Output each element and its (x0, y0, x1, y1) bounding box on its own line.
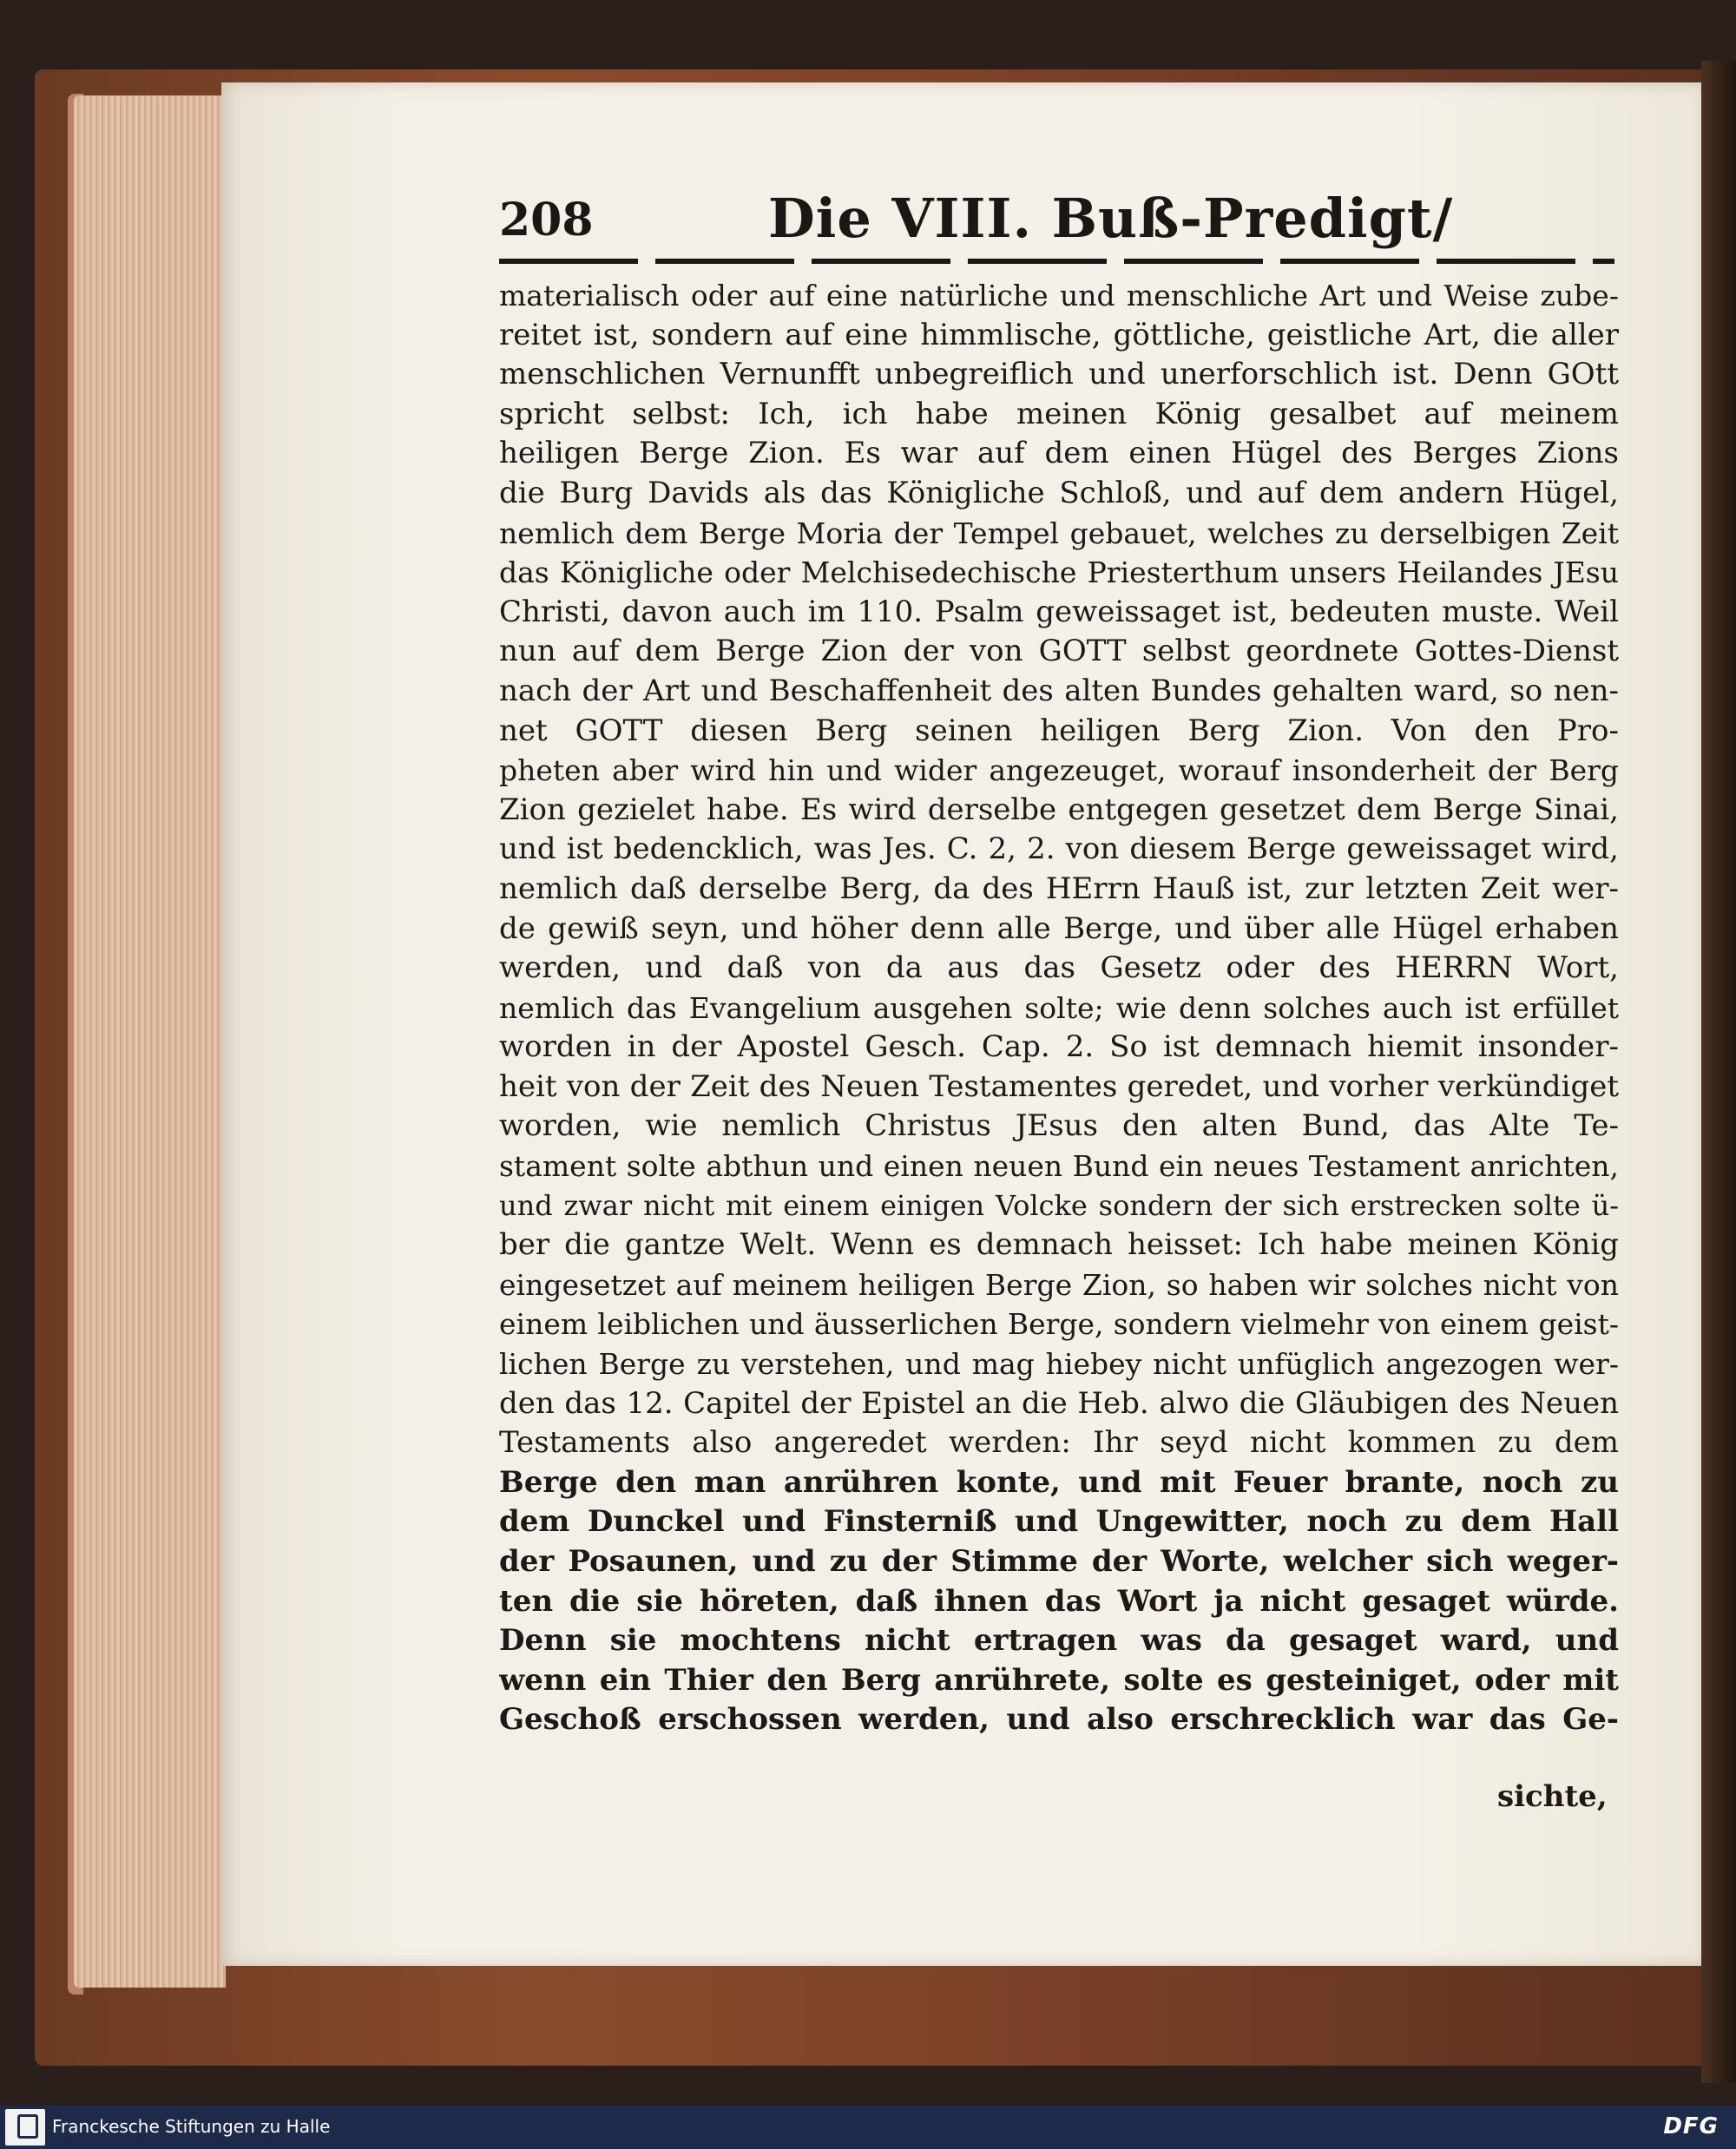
text-line: Christi, davon auch im 110. Psalm geweissaget ist, bedeuten muste. Weil (499, 594, 1619, 629)
text-line: pheten aber wird hin und wider angezeuget, worauf insonderheit der Berg (499, 753, 1619, 788)
header-rule (499, 259, 1614, 264)
facing-page-edge (1701, 61, 1736, 2083)
text-line: Geschoß erschossen werden, und also erschrecklich war das Ge- (499, 1702, 1619, 1738)
text-line: lichen Berge zu verstehen, und mag hiebey nicht unfüglich angezogen wer- (499, 1347, 1619, 1382)
text-line: werden, und daß von da aus das Gesetz oder des HERRN Wort, (499, 950, 1619, 986)
running-head: Die VIII. Buß-Predigt/ (768, 187, 1454, 250)
text-line: nun auf dem Berge Zion der von GOTT selbst geordnete Gottes-Dienst (499, 634, 1619, 669)
text-line: Zion gezielet habe. Es wird derselbe entgegen gesetzet dem Berge Sinai, (499, 792, 1619, 827)
text-line: de gewiß seyn, und höher denn alle Berge, und über alle Hügel erhaben (499, 910, 1619, 946)
text-line: dem Dunckel und Finsterniß und Ungewitter, noch zu dem Hall (499, 1504, 1619, 1540)
text-line: nemlich dem Berge Moria der Tempel gebauet, welches zu derselbigen Zeit (499, 516, 1619, 550)
text-line: worden in der Apostel Gesch. Cap. 2. So ist demnach hiemit insonder- (499, 1029, 1619, 1065)
text-line: stament solte abthun und einen neuen Bund ein neues Testament anrichten, (499, 1149, 1619, 1184)
text-line: worden, wie nemlich Christus JEsus den alten Bund, das Alte Te- (499, 1108, 1619, 1144)
text-line: die Burg Davids als das Königliche Schloß, und auf dem andern Hügel, (499, 475, 1619, 510)
text-line: nemlich das Evangelium ausgehen solte; wie denn solches auch ist erfüllet (499, 990, 1619, 1025)
text-line: das Königliche oder Melchisedechische Priesterthum unsers Heilandes JEsu (499, 555, 1619, 590)
text-line: heiligen Berge Zion. Es war auf dem einen Hügel des Berges Zions (499, 436, 1619, 471)
text-line: den das 12. Capitel der Epistel an die Heb. alwo die Gläubigen des Neuen (499, 1385, 1619, 1421)
page-header (499, 187, 1614, 256)
text-line: spricht selbst: Ich, ich habe meinen König gesalbet auf meinem (499, 396, 1619, 431)
text-line: nemlich daß derselbe Berg, da des HErrn Hauß ist, zur letzten Zeit wer- (499, 871, 1619, 906)
text-line: wenn ein Thier den Berg anrührete, solte es gesteiniget, oder mit (499, 1662, 1619, 1698)
institution-logo-icon (5, 2109, 45, 2146)
text-line: materialisch oder auf eine natürliche und menschliche Art und Weise zube- (499, 279, 1619, 312)
text-line: ber die gantze Welt. Wenn es demnach heisset: Ich habe meinen König (499, 1227, 1619, 1263)
text-line: Testaments also angeredet werden: Ihr seyd nicht kommen zu dem (499, 1425, 1619, 1461)
institution-name: Franckesche Stiftungen zu Halle (52, 2116, 331, 2137)
text-line: reitet ist, sondern auf eine himmlische, göttliche, geistliche Art, die aller (499, 317, 1619, 352)
text-line: und ist bedencklich, was Jes. C. 2, 2. von diesem Berge geweissaget wird, (499, 831, 1619, 867)
dfg-logo: DFG (1663, 2113, 1719, 2139)
viewer-footer (0, 2106, 1736, 2149)
text-line: Berge den man anrühren konte, und mit Feuer brante, noch zu (499, 1464, 1619, 1500)
text-line: der Posaunen, und zu der Stimme der Worte, welcher sich weger- (499, 1544, 1619, 1579)
text-line: und zwar nicht mit einem einigen Volcke sondern der sich erstrecken solte ü- (499, 1188, 1619, 1222)
catchword: sichte, (1497, 1779, 1608, 1814)
text-line: eingesetzet auf meinem heiligen Berge Zion, so haben wir solches nicht von (499, 1267, 1619, 1302)
page-number: 208 (499, 194, 594, 246)
text-line: menschlichen Vernunfft unbegreiflich und unerforschlich ist. Denn GOtt (499, 357, 1619, 392)
text-line: heit von der Zeit des Neuen Testamentes geredet, und vorher verkündiget (499, 1068, 1619, 1104)
text-line: net GOTT diesen Berg seinen heiligen Berg Zion. Von den Pro- (499, 713, 1619, 748)
text-line: Denn sie mochtens nicht ertragen was da gesaget ward, und (499, 1623, 1619, 1659)
text-line: ten die sie höreten, daß ihnen das Wort ja nicht gesaget würde. (499, 1583, 1619, 1619)
text-line: einem leiblichen und äusserlichen Berge, sondern vielmehr von einem geist- (499, 1307, 1619, 1342)
body-text (499, 276, 1619, 1740)
text-line: nach der Art und Beschaffenheit des alten Bundes gehalten ward, so nen- (499, 673, 1619, 708)
page-edges (74, 95, 226, 1988)
